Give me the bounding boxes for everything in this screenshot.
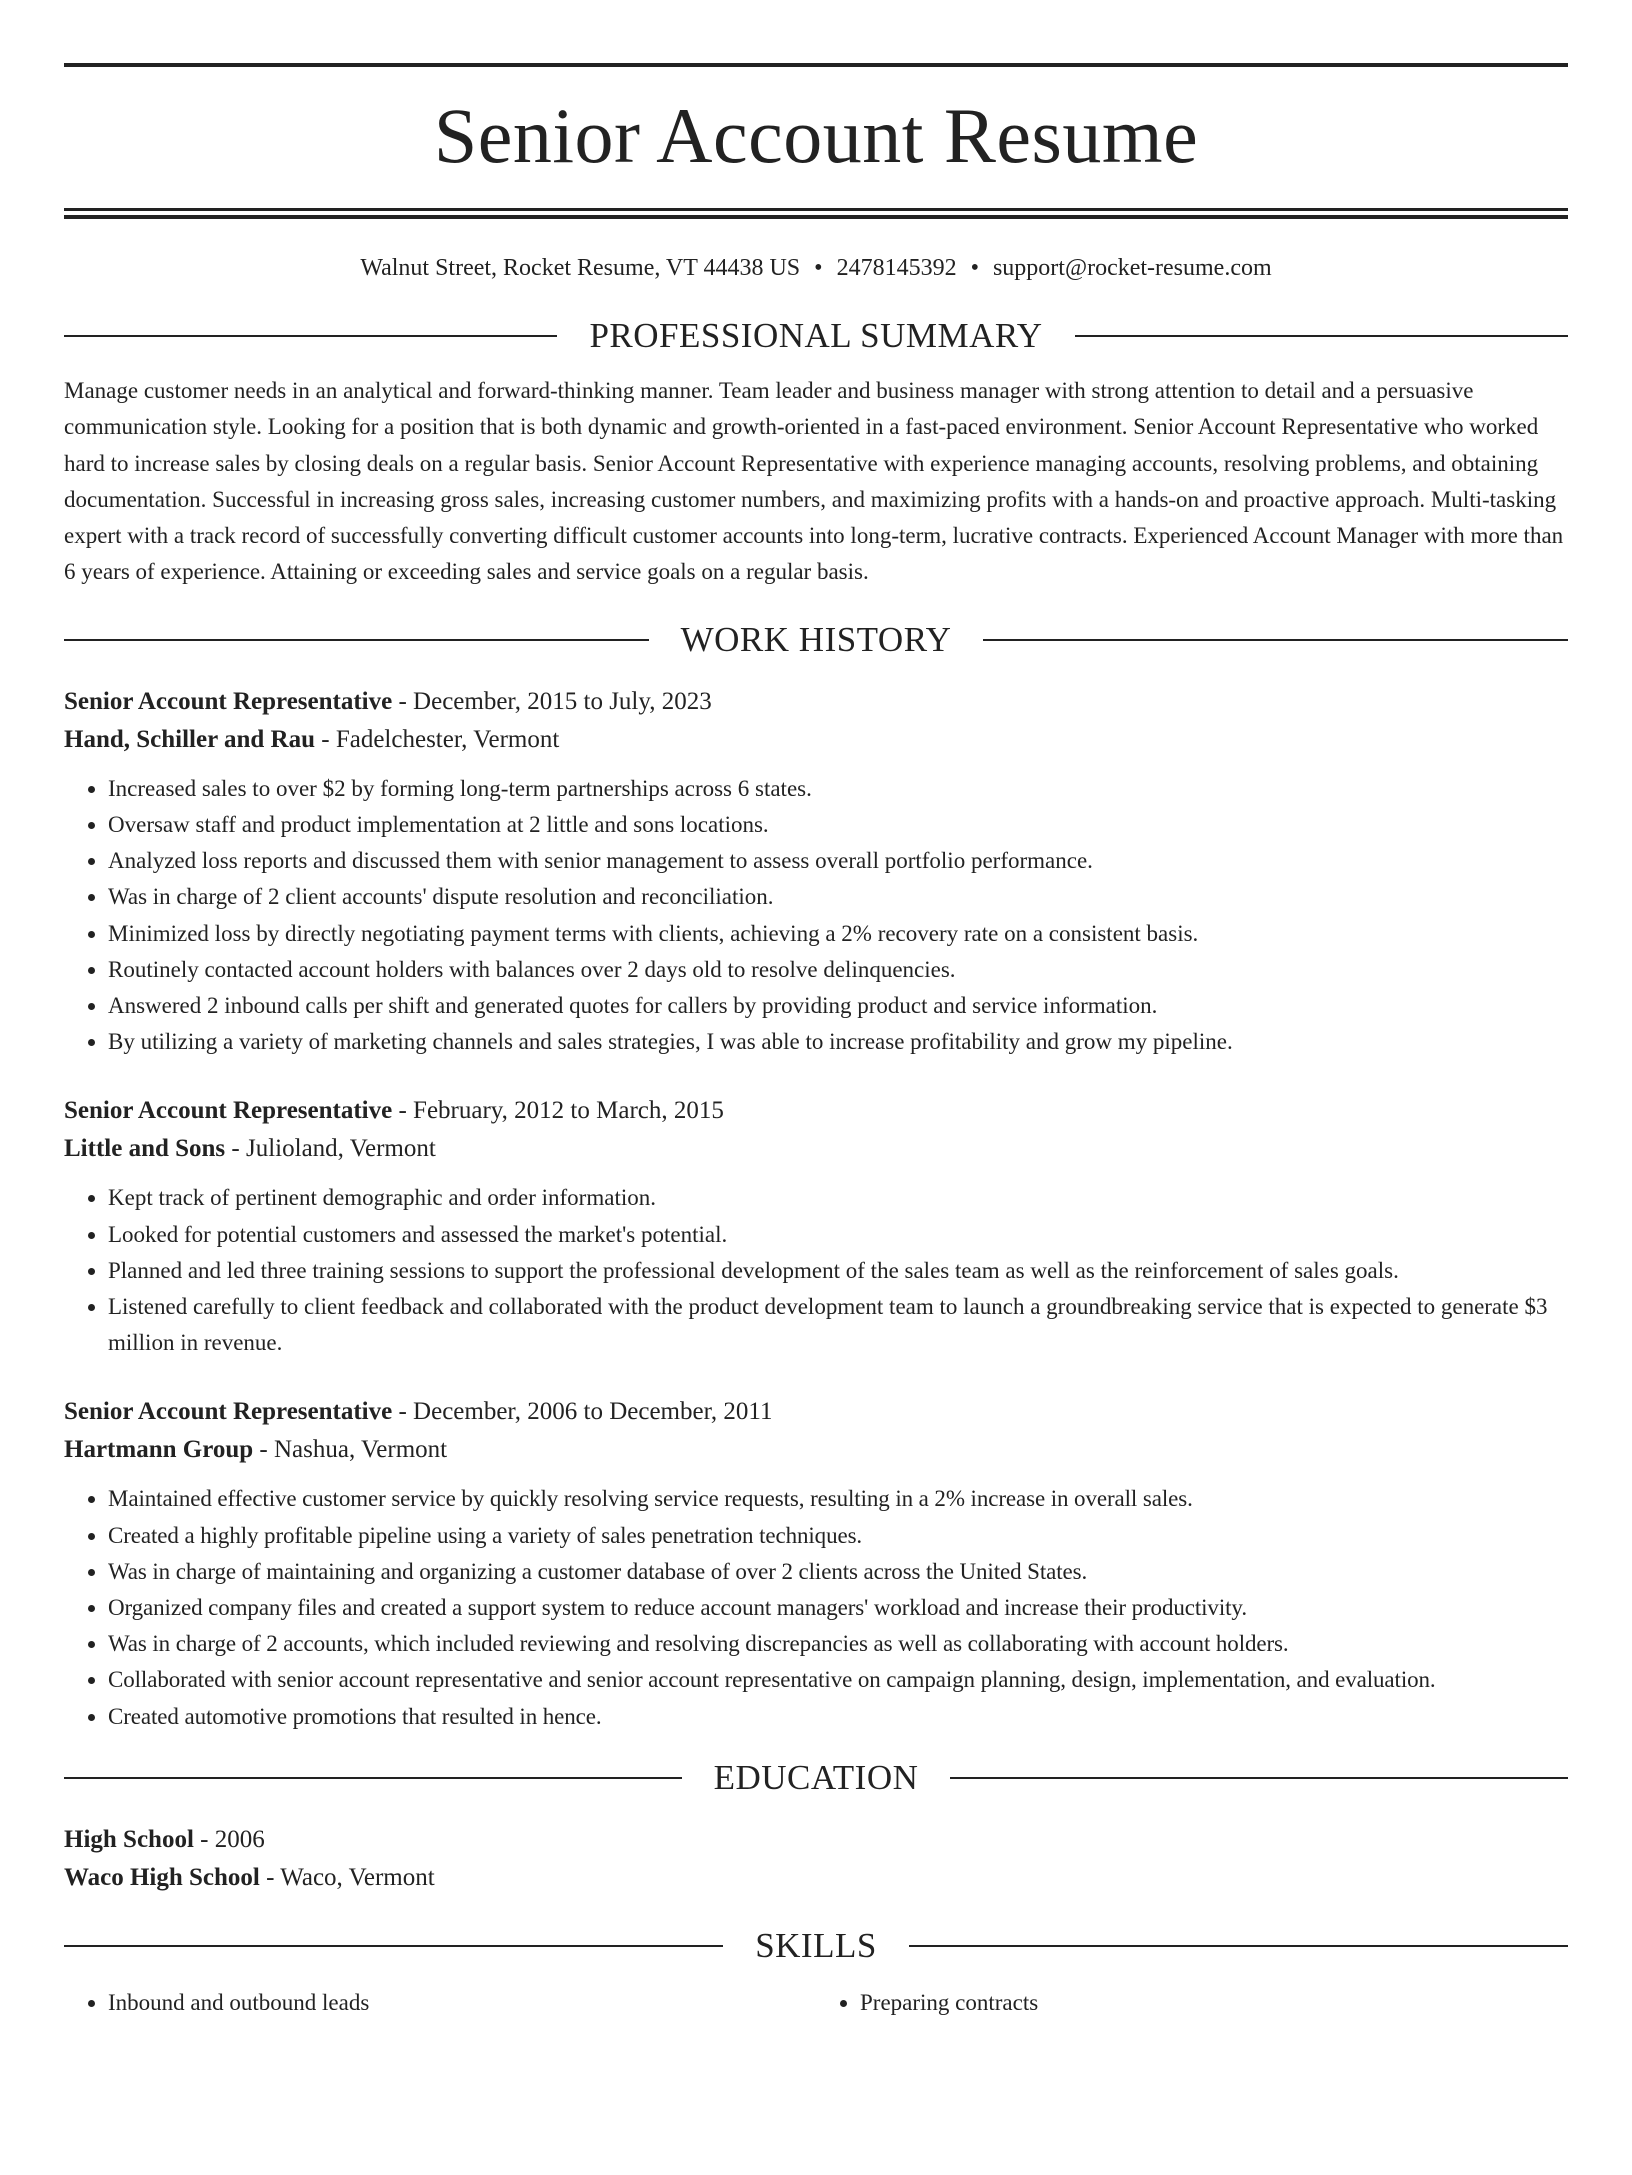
section-rule-right <box>983 639 1568 641</box>
section-header-work-history <box>64 615 1568 665</box>
section-rule-left <box>64 1777 682 1779</box>
section-rule-left <box>64 639 649 641</box>
section-title-skills: SKILLS <box>755 1925 877 1965</box>
contact-line <box>64 252 1568 284</box>
job-title-line <box>64 683 1568 721</box>
job-company: Hand, Schiller and Rau <box>64 725 316 753</box>
resume-title: Senior Account Resume <box>433 92 1199 179</box>
section-title-summary: PROFESSIONAL SUMMARY <box>589 316 1043 355</box>
job-bullet-list <box>64 1481 1568 1734</box>
job-company: Little and Sons <box>64 1135 226 1163</box>
list-item: • Kept track of pertinent demographic and order information. <box>108 1180 1568 1216</box>
education-degree-line <box>64 1821 1568 1859</box>
job-title-line <box>64 1092 1568 1130</box>
job-bullet-list <box>64 771 1568 1061</box>
education-school-line <box>64 1859 1568 1897</box>
job-title: Senior Account Representative <box>64 1097 393 1125</box>
job-company-line <box>64 1130 1568 1168</box>
job-company-line <box>64 1431 1568 1469</box>
job-title: Senior Account Representative <box>64 1398 393 1426</box>
section-rule-right <box>1075 335 1568 337</box>
list-item: • Maintained effective customer service by quickly resolving service requests, resulting in a 2% increase in overall sales. <box>108 1481 1568 1517</box>
skills-list <box>64 1985 1568 2021</box>
job-dates: - December, 2006 to December, 2011 <box>392 1398 773 1426</box>
job-title: Senior Account Representative <box>64 687 393 715</box>
section-header-skills <box>64 1921 1568 1971</box>
list-item: • Routinely contacted account holders with balances over 2 days old to resolve delinquencies. <box>108 952 1568 988</box>
contact-phone[interactable]: 2478145392 <box>836 255 957 281</box>
skills-column-right <box>816 1985 1568 2021</box>
list-item: • Looked for potential customers and assessed the market's potential. <box>108 1217 1568 1253</box>
job-bullet-list <box>64 1180 1568 1361</box>
list-item: • Was in charge of 2 client accounts' dispute resolution and reconciliation. <box>108 879 1568 915</box>
section-rule-left <box>64 1945 723 1947</box>
section-rule-right <box>950 1777 1568 1779</box>
list-item: • Inbound and outbound leads <box>108 1985 816 2021</box>
list-item: • Listened carefully to client feedback and collaborated with the product development team to launch a groundbreaking service that is expected to generate $3 million in revenue. <box>108 1289 1568 1361</box>
contact-separator: • <box>814 255 823 281</box>
list-item: • Answered 2 inbound calls per shift and generated quotes for callers by providing product and service information. <box>108 988 1568 1024</box>
education-degree: High School <box>64 1825 194 1853</box>
section-rule-right <box>909 1945 1568 1947</box>
professional-summary-text: Manage customer needs in an analytical and forward-thinking manner. Team leader and business manager with strong attention to detail and a persuasive communication style. Looking for a position that is both dynamic and growth-oriented in a fast-paced environment. Senior Account Representative who worked hard to increase sales by closing deals on a regular basis. Senior Account Representative with experience managing accounts, resolving problems, and obtaining documentation. Successful in increasing gross sales, increasing customer numbers, and maximizing profits with a hands-on and proactive approach. Multi-tasking expert with a track record of successfully converting difficult customer accounts into long-term, lucrative contracts. Experienced Account Manager with more than 6 years of experience. Attaining or exceeding sales and service goals on a regular basis. <box>64 378 1564 585</box>
section-rule-left <box>64 335 557 337</box>
education-location: - Waco, Vermont <box>259 1863 435 1891</box>
section-header-education <box>64 1753 1568 1803</box>
list-item: • Minimized loss by directly negotiating payment terms with clients, achieving a 2% recovery rate on a consistent basis. <box>108 916 1568 952</box>
list-item: • Created automotive promotions that resulted in hence. <box>108 1699 1568 1735</box>
education-entry <box>64 1821 1568 1897</box>
job-location: - Julioland, Vermont <box>225 1135 436 1163</box>
list-item: • Organized company files and created a support system to reduce account managers' workload and increase their productivity. <box>108 1590 1568 1626</box>
education-school: Waco High School <box>64 1863 260 1891</box>
section-header-summary <box>64 311 1568 361</box>
job-entry <box>64 683 1568 1061</box>
section-title-work-history: WORK HISTORY <box>680 619 952 659</box>
list-item: • Collaborated with senior account representative and senior account representative on campaign planning, design, implementation, and evaluation. <box>108 1662 1568 1698</box>
list-item: • Was in charge of maintaining and organizing a customer database of over 2 clients across the United States. <box>108 1554 1568 1590</box>
list-item: • Oversaw staff and product implementation at 2 little and sons locations. <box>108 807 1568 843</box>
job-entry <box>64 1092 1568 1361</box>
contact-email[interactable]: support@rocket-resume.com <box>992 255 1272 281</box>
top-divider <box>64 63 1568 67</box>
job-entry <box>64 1393 1568 1734</box>
list-item: • Planned and led three training sessions to support the professional development of the sales team as well as the reinforcement of sales goals. <box>108 1253 1568 1289</box>
job-company-line <box>64 721 1568 759</box>
list-item: • Created a highly profitable pipeline using a variety of sales penetration techniques. <box>108 1518 1568 1554</box>
resume-page <box>0 63 1632 2175</box>
job-dates: - February, 2012 to March, 2015 <box>392 1097 724 1125</box>
job-location: - Nashua, Vermont <box>253 1436 448 1464</box>
title-double-divider <box>64 208 1568 219</box>
job-title-line <box>64 1393 1568 1431</box>
list-item: • Preparing contracts <box>860 1985 1568 2021</box>
list-item: • Increased sales to over $2 by forming long-term partnerships across 6 states. <box>108 771 1568 807</box>
contact-separator: • <box>970 255 979 281</box>
section-title-education: EDUCATION <box>713 1757 919 1797</box>
list-item: • Was in charge of 2 accounts, which included reviewing and resolving discrepancies as well as collaborating with account holders. <box>108 1626 1568 1662</box>
job-company: Hartmann Group <box>64 1436 254 1464</box>
education-year: - 2006 <box>193 1825 265 1853</box>
skills-column-left <box>64 1985 816 2021</box>
list-item: • By utilizing a variety of marketing channels and sales strategies, I was able to increase profitability and grow my pipeline. <box>108 1024 1568 1060</box>
job-location: - Fadelchester, Vermont <box>315 725 560 753</box>
contact-address: Walnut Street, Rocket Resume, VT 44438 US <box>360 255 801 281</box>
list-item: • Analyzed loss reports and discussed them with senior management to assess overall portfolio performance. <box>108 843 1568 879</box>
job-dates: - December, 2015 to July, 2023 <box>392 687 712 715</box>
